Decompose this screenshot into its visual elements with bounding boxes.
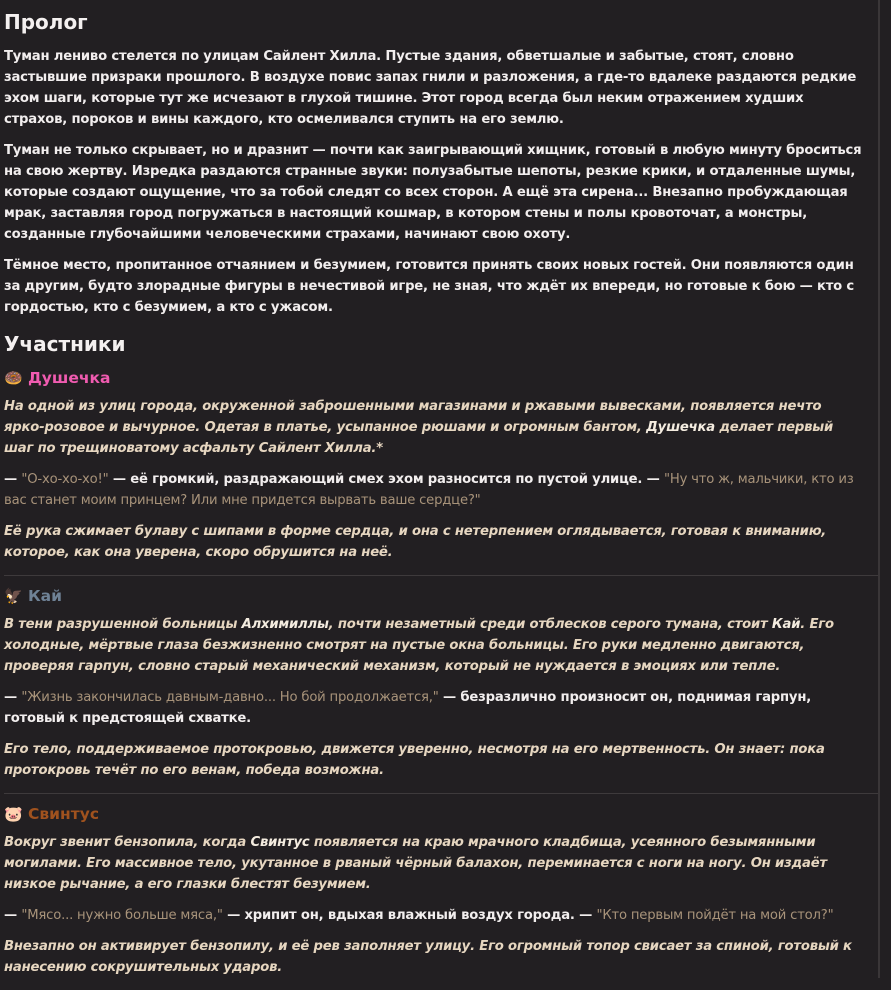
quote: "Мясо... нужно больше мяса," xyxy=(21,908,223,923)
text: Вокруг звенит бензопила, когда xyxy=(4,835,251,850)
participants-heading: Участники xyxy=(4,332,126,356)
text: — xyxy=(4,908,22,923)
character-dialogue xyxy=(4,469,878,511)
prologue-paragraph: Туман не только скрывает, но и дразнит — почти как заигрывающий хищник, готовый в любую минуту броситься на свою жертву. Изредка раздаются странные звуки: полузабытые шепоты, резкие крики, и отдаленные шумы, которые создают ощущение, что за тобой следят со всех сторон. А ещё эта сирена... Внезапно пробуждающая мрак, заставляя город погружаться в настоящий кошмар, в котором стены и полы кровоточат, а монстры, созданные глубочайшими человеческими страхами, начинают свою охоту. xyxy=(4,143,862,242)
prologue-heading: Пролог xyxy=(4,10,88,34)
character-description xyxy=(4,832,878,895)
character-description xyxy=(4,396,878,459)
text: появляется на краю мрачного кладбища, усеянного безымянными могилами. Его массивное тело, укутанное в рваный чёрный балахон, переминается с ноги на ногу. Он издаёт низкое рычание, а его глазки блестят безумием. xyxy=(4,835,827,892)
quote: "О-хо-хо-хо!" xyxy=(21,472,109,487)
text: — безразлично произносит он, поднимая гарпун, готовый к предстоящей схватке. xyxy=(4,690,812,726)
character-outro: Её рука сжимает булаву с шипами в форме сердца, и она с нетерпением оглядывается, готовая к вниманию, которое, как она уверена, скоро обрушится на неё. xyxy=(4,524,827,560)
character-name: Кай xyxy=(28,587,62,605)
text: В тени разрушенной больницы xyxy=(4,617,242,632)
place-name: Алхимиллы xyxy=(241,617,329,632)
character-name: Душечка xyxy=(28,369,111,387)
quote: "Жизнь закончилась давным-давно... Но бой продолжается," xyxy=(21,690,439,705)
name: Душечка xyxy=(646,420,715,435)
character-kai xyxy=(4,584,878,794)
text: . Пустые здания, обветшалые и забытые, стоят, словно застывшие призраки прошлого. В воздухе повис запах гнили и разложения, а где-то вдалеке раздаются редкие эхом шаги, которые тут же исчезают в глухой тишине. Этот город всегда был неким отражением худших страхов, пороков и вины каждого, кто осмеливался ступить на его землю. xyxy=(4,49,857,127)
prologue-paragraph xyxy=(4,46,878,130)
text: . Его холодные, мёртвые глаза безжизненно смотрят на пустые окна больницы. Его руки медленно двигаются, проверяя гарпун, словно старый механический механизм, который не нуждается в эмоциях или тепле. xyxy=(4,617,834,674)
quote: "Ну что ж, мальчики, кто из вас станет моим принцем? Или мне придется вырвать ваше сердце?" xyxy=(4,472,854,508)
quote: "Кто первым пойдёт на мой стол?" xyxy=(596,908,834,923)
text: Туман лениво стелется по улицам xyxy=(4,49,264,64)
name: Кай xyxy=(771,617,801,632)
character-outro: Внезапно он активирует бензопилу, и её рев заполняет улицу. Его огромный топор свисает за спиной, готовый к нанесению сокрушительных ударов. xyxy=(4,939,852,975)
text: — хрипит он, вдыхая влажный воздух города. — xyxy=(222,908,597,923)
pig-icon: 🐷 xyxy=(4,805,23,823)
name: Свинтус xyxy=(250,835,310,850)
text: делает первый шаг по трещиноватому асфальту Сайлент Хилла.* xyxy=(4,420,834,456)
text: На одной из улиц города, окруженной заброшенными магазинами и ржавыми вывесками, появляется нечто ярко-розовое и вычурное. Одетая в платье, усыпанное рюшами и огромным бантом, xyxy=(4,399,822,435)
text: , почти незаметный среди отблесков серого тумана, стоит xyxy=(328,617,772,632)
character-svintus xyxy=(4,802,878,990)
eagle-icon: 🦅 xyxy=(4,587,23,605)
character-dialogue xyxy=(4,905,878,926)
place-name: Сайлент Хилла xyxy=(263,49,377,64)
text: — xyxy=(4,690,22,705)
text: — xyxy=(4,472,22,487)
character-dushechka xyxy=(4,366,878,576)
character-description xyxy=(4,614,878,677)
text: — её громкий, раздражающий смех эхом разносится по пустой улице. — xyxy=(108,472,664,487)
donut-icon: 🍩 xyxy=(4,369,23,387)
character-name: Свинтус xyxy=(28,805,100,823)
character-outro: Его тело, поддерживаемое протокровью, движется уверенно, несмотря на его мертвенность. Он знает: пока протокровь течёт по его венам, победа возможна. xyxy=(4,742,825,778)
character-dialogue xyxy=(4,687,878,729)
prologue-paragraph: Тёмное место, пропитанное отчаянием и безумием, готовится принять своих новых гостей. Они появляются один за другим, будто злорадные фигуры в нечестивой игре, не зная, что ждёт их впереди, но готовые к бою — кто с гордостью, кто с безумием, а кто с ужасом. xyxy=(4,258,855,315)
